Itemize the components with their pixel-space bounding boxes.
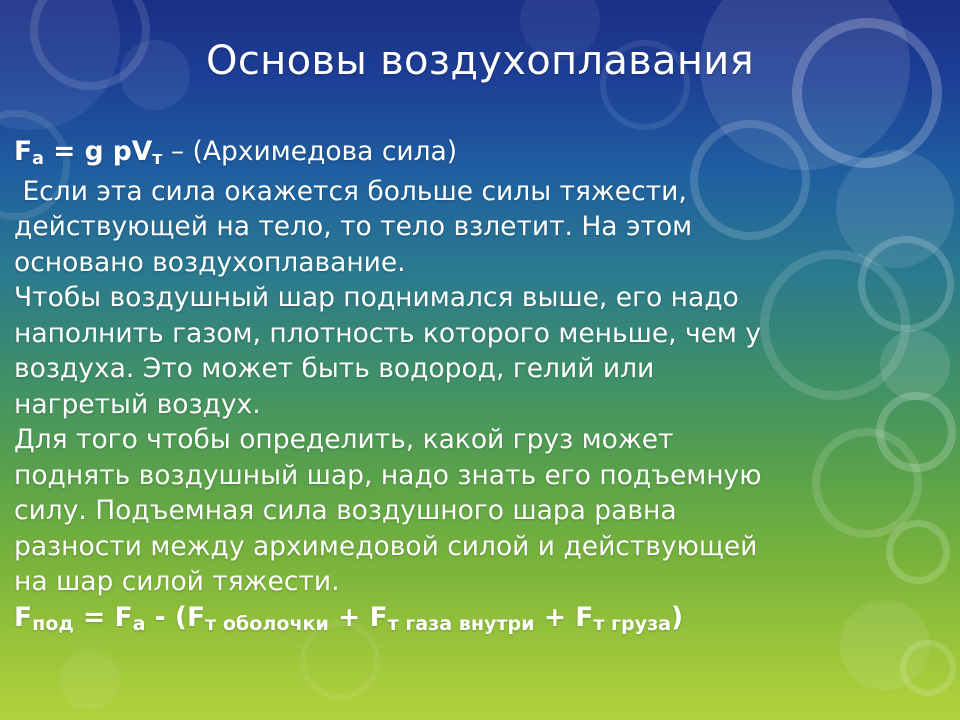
formula-archimedes	[14, 134, 940, 174]
page-title: Основы воздухоплавания	[206, 38, 754, 84]
formula-lhs: F	[14, 136, 33, 167]
formula-part: = F	[73, 601, 133, 633]
body-line: разности между архимедовой силой и действующей	[14, 530, 758, 562]
body-line: Если эта сила окажется больше силы тяжести,	[14, 175, 687, 207]
body-line: на шар силой тяжести.	[14, 566, 340, 597]
body-line: нагретый воздух.	[14, 388, 261, 420]
formula-rhs-subscript: т	[152, 149, 163, 169]
formula-lift-force	[14, 600, 940, 639]
body-line: силу. Подъемная сила воздушного шара равна	[14, 495, 677, 526]
formula-rhs: = g pV	[43, 136, 153, 167]
formula-lhs-subscript: а	[32, 149, 44, 169]
formula-subscript: т груза	[593, 612, 672, 635]
formula-subscript: т газа внутри	[387, 612, 535, 635]
body-line: Для того чтобы определить, какой груз может	[14, 424, 674, 455]
body-line: действующей на тело, то тело взлетит. На этом	[14, 211, 693, 242]
formula-part: - (F	[145, 601, 206, 633]
body-line: поднять воздушный шар, надо знать его подъемную	[14, 459, 762, 491]
formula-subscript: а	[132, 612, 146, 635]
formula-dash: –	[162, 136, 193, 167]
bubble-decor	[900, 640, 956, 696]
body-line: основано воздухоплавание.	[14, 246, 406, 278]
formula-part: + F	[328, 601, 388, 633]
formula-subscript: под	[32, 612, 74, 635]
slide-body	[14, 134, 940, 638]
formula-part: )	[671, 601, 684, 633]
formula-part: F	[14, 601, 33, 633]
bubble-decor	[60, 650, 120, 710]
body-line: воздуха. Это может быть водород, гелий или	[14, 353, 655, 384]
body-line: Чтобы воздушный шар поднимался выше, его надо	[14, 282, 739, 313]
formula-note: (Архимедова сила)	[192, 136, 458, 167]
formula-part: + F	[534, 601, 594, 633]
body-line: наполнить газом, плотность которого меньше, чем у	[14, 317, 762, 349]
formula-subscript: т оболочки	[205, 612, 329, 635]
